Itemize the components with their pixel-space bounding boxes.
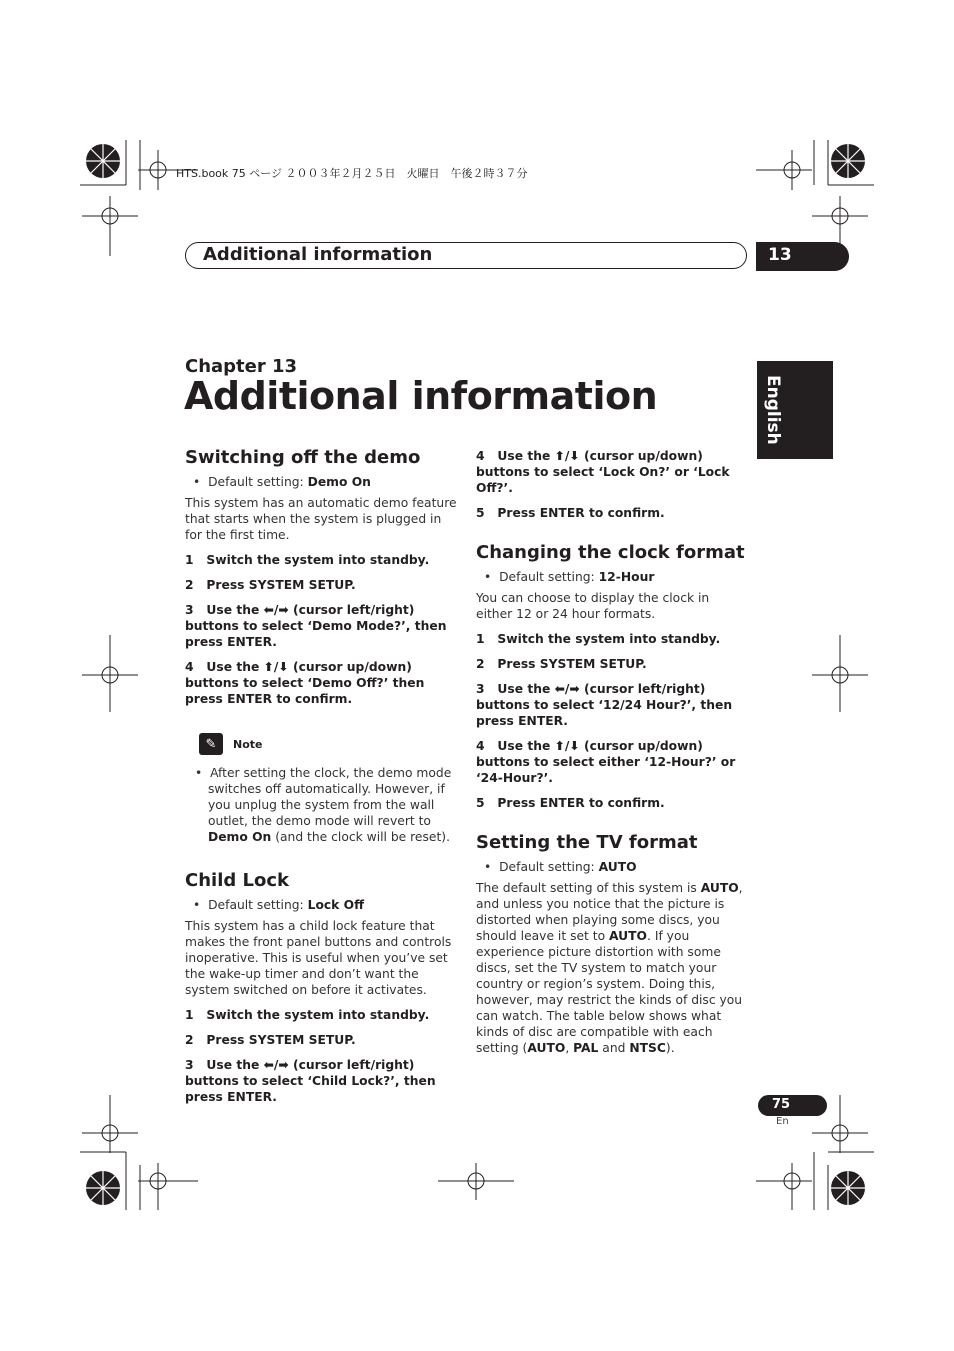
header-title: Additional information	[203, 244, 433, 265]
note-body: • After setting the clock, the demo mode switches off automatically. However, if you unplug the system from the wall outlet, the demo mode will revert to Demo On (and the clock will be reset).	[195, 766, 452, 844]
default-setting-tv: • Default setting: AUTO	[484, 860, 637, 874]
default-setting-childlock: • Default setting: Lock Off	[193, 898, 365, 912]
tv-body: The default setting of this system is AUTO, and unless you notice that the picture is distorted when playing some discs, you should leave it set to AUTO. If you experience picture distortion with some discs, set the TV system to match your country or region’s system. Doing this, however, may restrict the kinds of disc you can watch. The table below shows what kinds of disc are compatible with each setting (AUTO, PAL and NTSC).	[476, 881, 743, 1055]
section-heading-tv: Setting the TV format	[476, 832, 698, 853]
page-number-badge	[758, 1095, 827, 1116]
default-setting-demo: • Default setting: Demo On	[193, 475, 371, 489]
childlock-step-1: 1 Switch the system into standby.	[185, 1008, 430, 1022]
print-info-line: HTS.book 75 ページ ２００３年２月２５日 火曜日 午後２時３７分	[176, 167, 528, 180]
clock-step-4: 4 Use the ⬆/⬇ (cursor up/down) buttons to select either ‘12-Hour?’ or ‘24-Hour?’.	[476, 739, 736, 785]
childlock-step-5: 5 Press ENTER to confirm.	[476, 506, 665, 520]
clock-step-2: 2 Press SYSTEM SETUP.	[476, 657, 647, 671]
demo-step-3: 3 Use the ⬅/➡ (cursor left/right) buttons to select ‘Demo Mode?’, then press ENTER.	[185, 603, 447, 649]
childlock-intro: This system has a child lock feature that makes the front panel buttons and controls inoperative. This is useful when you’ve set the wake-up timer and don’t want the system switched on before it activates.	[185, 919, 452, 997]
clock-step-3: 3 Use the ⬅/➡ (cursor left/right) buttons to select ‘12/24 Hour?’, then press ENTER.	[476, 682, 733, 728]
pencil-icon: ✎	[199, 733, 223, 755]
demo-step-1: 1 Switch the system into standby.	[185, 553, 430, 567]
chapter-label: Chapter 13	[185, 356, 298, 377]
right-column	[476, 446, 748, 1056]
demo-step-2: 2 Press SYSTEM SETUP.	[185, 578, 356, 592]
page-title: Additional information	[184, 374, 658, 418]
page-number: 75	[772, 1097, 791, 1112]
demo-step-4: 4 Use the ⬆/⬇ (cursor up/down) buttons to select ‘Demo Off?’ then press ENTER to confirm.	[185, 660, 425, 706]
childlock-step-4: 4 Use the ⬆/⬇ (cursor up/down) buttons to select ‘Lock On?’ or ‘Lock Off?’.	[476, 449, 730, 495]
left-column	[185, 446, 457, 1105]
clock-step-1: 1 Switch the system into standby.	[476, 632, 721, 646]
section-heading-clock: Changing the clock format	[476, 542, 745, 563]
childlock-step-2: 2 Press SYSTEM SETUP.	[185, 1033, 356, 1047]
section-heading-demo: Switching off the demo	[185, 447, 421, 468]
clock-intro: You can choose to display the clock in either 12 or 24 hour formats.	[476, 591, 710, 621]
clock-step-5: 5 Press ENTER to confirm.	[476, 796, 665, 810]
note-label: Note	[233, 737, 263, 751]
chapter-number: 13	[768, 245, 792, 265]
page-language: En	[776, 1116, 789, 1127]
language-tab-label: English	[763, 375, 783, 445]
note-header	[199, 733, 457, 755]
default-setting-clock: • Default setting: 12-Hour	[484, 570, 655, 584]
childlock-step-3: 3 Use the ⬅/➡ (cursor left/right) buttons to select ‘Child Lock?’, then press ENTER.	[185, 1058, 436, 1104]
demo-intro: This system has an automatic demo feature that starts when the system is plugged in for the first time.	[185, 496, 457, 542]
section-heading-childlock: Child Lock	[185, 870, 289, 891]
